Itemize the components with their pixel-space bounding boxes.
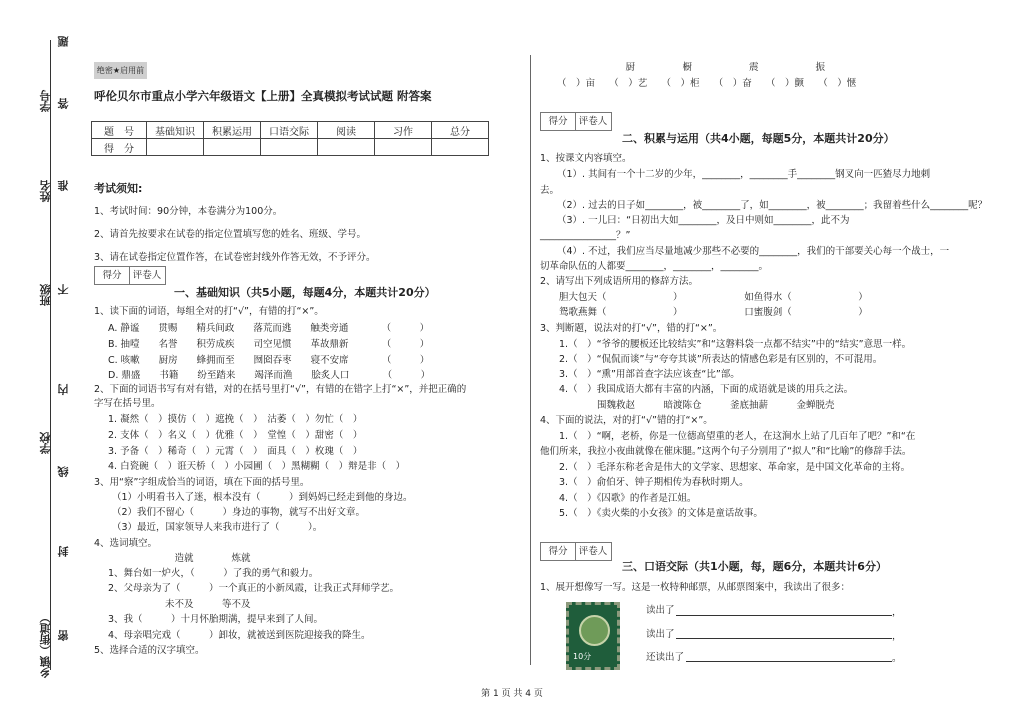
question-line: 造就 炼就 xyxy=(108,553,251,564)
question-line: 5、选择合适的汉字填空。 xyxy=(94,645,205,656)
gutter-label-name: 姓名 xyxy=(39,180,52,202)
notice-item: 2、请首先按要求在试卷的指定位置填写您的姓名、班级、学号。 xyxy=(94,229,367,240)
question-line: 4.（ ）《囚歌》的作者是江姐。 xyxy=(540,493,697,504)
score-cell[interactable] xyxy=(261,139,318,156)
section-title: 二、积累与运用（共4小题，每题5分，本题共计20分） xyxy=(622,132,895,145)
question-line: （3）最近，国家领导人来我市进行了（ ）。 xyxy=(112,522,323,533)
score-cell[interactable] xyxy=(432,139,489,156)
gutter-label: 准 xyxy=(57,180,70,191)
gutter-label-township: 乡镇（街道） xyxy=(39,612,52,678)
answer-punct: 。 xyxy=(892,653,902,664)
question-line: 1、舞台如一炉火，（ ）了我的勇气和毅力。 xyxy=(108,568,319,579)
gutter-label: 题 xyxy=(57,36,70,47)
gutter-label-school: 学校 xyxy=(39,432,52,454)
question-line: 3、用“察”字组成恰当的词语，填在下面的括号里。 xyxy=(94,477,310,488)
answer-label: 读出了 xyxy=(646,605,675,616)
question-line: 去。 xyxy=(540,185,560,196)
question-line: 1.（ ）“爷爷的腰板还比较结实”和“这磐料袋一点都不结实”中的“结实”意思一样。 xyxy=(540,339,912,350)
question-line: 1、读下面的词语，每组全对的打“√”，有错的打“×”。 xyxy=(94,306,324,317)
question-line: 他们所来，我拉小夜曲就像在催床腿。”这两个句子分别用了“拟人”和“比喻”的修辞手法。 xyxy=(540,446,912,457)
question-line: （1）小明看书入了迷，根本没有（ ）到妈妈已经走到他的身边。 xyxy=(112,492,413,503)
question-line: C. 咳嗽 厨房 蜂拥而至 囫囵吞枣 寝不安席 （ ） xyxy=(108,355,430,366)
gutter-label: 答 xyxy=(57,98,70,109)
question-line: 3、判断题，说法对的打“√”，错的打“×”。 xyxy=(540,323,723,334)
question-line: 2、父母亲为了（ ）一个真正的小新凤霞，让我正式拜师学艺。 xyxy=(108,583,400,594)
answer-punct: ， xyxy=(892,607,902,618)
grader-box xyxy=(94,266,166,285)
question-line: 字写在括号里。 xyxy=(94,398,161,409)
question-line: 胆大包天（ ） 如鱼得水（ ） xyxy=(540,292,868,303)
question-line: 3、我（ ）十月怀胎期满，提早来到了人间。 xyxy=(108,614,324,625)
answer-line[interactable] xyxy=(686,661,892,662)
gutter-label-student-id: 学号 xyxy=(39,90,52,112)
grader-box xyxy=(540,112,612,131)
question-line: ________________？” xyxy=(540,230,631,241)
gutter-label: 内 xyxy=(57,384,70,395)
question-line: （2）我们不留心（ ）身边的事物，就写不出好文章。 xyxy=(112,507,366,518)
table-row xyxy=(92,122,489,139)
answer-label: 读出了 xyxy=(646,629,675,640)
question-line: 2. 支体（ ）名义（ ）优雅（ ） 堂惶（ ）甜密（ ） xyxy=(108,430,363,441)
answer-line[interactable] xyxy=(676,615,892,616)
question-line: 2.（ ）毛泽东称老舍是伟大的文学家、思想家、革命家，是中国文化革命的主将。 xyxy=(540,462,911,473)
question-line: 围魏救赵 暗渡陈仓 釜底抽薪 金蝉脱壳 xyxy=(540,400,835,411)
notice-item: 3、请在试卷指定位置作答，在试卷密封线外作答无效，不予评分。 xyxy=(94,252,376,263)
gutter-label: 封 xyxy=(57,546,70,557)
question-line: 4、母亲唱完戏（ ）卸妆，就被送到医院迎接我的降生。 xyxy=(108,630,371,641)
question-line: （1）. 其间有一个十二岁的少年，________，________手________钢叉向一匹猹尽力地刺 xyxy=(557,169,931,180)
char-options-row: 厨 橱 震 振 xyxy=(540,62,826,73)
question-line: （3）. 一儿曰：“日初出大如________，及日中则如________，此不为 xyxy=(557,215,850,226)
section-title: 一、基础知识（共5小题，每题4分，本题共计20分） xyxy=(174,286,436,299)
question-line: 3.（ ）“熏”用部首查字法应该查“比”部。 xyxy=(540,369,740,380)
notice-item: 1、考试时间：90分钟，本卷满分为100分。 xyxy=(94,206,283,217)
table-cell: 积累运用 xyxy=(204,122,261,139)
table-row xyxy=(92,139,489,156)
gutter-label: 密 xyxy=(57,630,70,641)
answer-line[interactable] xyxy=(676,638,892,639)
gutter-label: 不 xyxy=(57,284,70,295)
gutter-line xyxy=(50,40,51,670)
question-line: 3. 予备（ ）稀奇（ ）元霄（ ） 面具（ ）枚瑰（ ） xyxy=(108,446,363,457)
globe-icon xyxy=(579,615,610,646)
question-line: 2、下面的词语书写有对有错，对的在括号里打“√”，有错的在错字上打“×”，并把正确的 xyxy=(94,384,467,395)
question-line: D. 鼎盛 书籍 纷至踏来 竭泽而渔 脍炙人口 （ ） xyxy=(108,370,431,381)
question-line: 5.（ ）《卖火柴的小女孩》的文体是童话故事。 xyxy=(540,508,763,519)
score-cell[interactable] xyxy=(318,139,375,156)
grader-score-label: 得分 xyxy=(548,546,568,557)
answer-label: 还读出了 xyxy=(646,652,685,663)
score-cell[interactable] xyxy=(375,139,432,156)
question-line: （4）. 不过，我们应当尽量地减少那些不必要的________，我们的干部要关心每一个战士，一 xyxy=(557,246,950,257)
stamp-value: 10分 xyxy=(573,652,592,661)
table-cell: 得 分 xyxy=(92,139,147,156)
question-line: 4、选词填空。 xyxy=(94,538,158,549)
question-line: 1. 凝然（ ）摸仿（ ）遮挽（ ） 沽萎（ ）勿忙（ ） xyxy=(108,414,363,425)
gutter-label: 线 xyxy=(57,466,70,477)
question-line: B. 抽噎 名誉 积劳成疾 司空见惯 革故鼎新 （ ） xyxy=(108,339,430,350)
section-title: 三、口语交际（共1小题，每，题6分，本题共计6分） xyxy=(622,560,887,573)
notice-title: 考试须知: xyxy=(94,182,143,195)
question-line: 1.（ ）“啊，老桥，你是一位德高望重的老人，在这涧水上站了几百年了吧？”和“在 xyxy=(540,431,916,442)
question-line: 2、请写出下列成语所用的修辞方法。 xyxy=(540,276,699,287)
question-line: （2）. 过去的日子如________，被________了，如________，被________；我留着些什么________呢？ xyxy=(557,200,988,211)
score-cell[interactable] xyxy=(204,139,261,156)
table-cell: 总分 xyxy=(432,122,489,139)
grader-box xyxy=(540,542,612,561)
secret-label: 绝密★启用前 xyxy=(94,62,147,79)
grader-score-label: 得分 xyxy=(548,116,568,127)
question-line: 4、下面的说法，对的打“√”错的打“×”。 xyxy=(540,415,713,426)
question-line: A. 静谧 贯赐 精兵间政 落荒而逃 触类旁通 （ ） xyxy=(108,323,430,334)
postage-stamp-image xyxy=(566,602,620,670)
question-line: 4. 白瓷碗（ ）诳天桥（ ）小园圃（ ）黑糊糊（ ）辩是非（ ） xyxy=(108,461,406,472)
question-line: 未不及 等不及 xyxy=(108,599,251,610)
question-line: 1、展开想像写一写。这是一枚特种邮票，从邮票图案中，我读出了很多： xyxy=(540,582,851,593)
grader-score-label: 得分 xyxy=(102,270,122,281)
question-line: 2.（ ）“侃侃而谈”与“夸夸其谈”所表达的情感色彩是有区别的，不可混用。 xyxy=(540,354,883,365)
column-divider xyxy=(530,55,531,665)
grader-reviewer-label: 评卷人 xyxy=(575,543,610,560)
answer-punct: ， xyxy=(892,631,902,642)
question-line: 3.（ ）俞伯牙、钟子期相传为春秋时期人。 xyxy=(540,477,749,488)
table-cell: 题 号 xyxy=(92,122,147,139)
table-cell: 习作 xyxy=(375,122,432,139)
page-footer: 第 1 页 共 4 页 xyxy=(481,689,543,699)
question-line: 4.（ ）我国成语大都有丰富的内涵，下面的成语就是谈的用兵之法。 xyxy=(540,384,854,395)
page-title: 呼伦贝尔市重点小学六年级语文【上册】全真模拟考试试题 附答案 xyxy=(94,89,432,103)
grader-reviewer-label: 评卷人 xyxy=(575,113,610,130)
table-cell: 口语交际 xyxy=(261,122,318,139)
score-cell[interactable] xyxy=(147,139,204,156)
grader-reviewer-label: 评卷人 xyxy=(129,267,164,284)
gutter-label-class: 班级 xyxy=(39,284,52,306)
table-cell: 基础知识 xyxy=(147,122,204,139)
question-line: 鸳歌燕舞（ ） 口蜜腹剑（ ） xyxy=(540,307,868,318)
table-cell: 阅读 xyxy=(318,122,375,139)
question-line: 1、按课文内容填空。 xyxy=(540,153,632,164)
char-paren-row: （ ）亩 （ ）艺 （ ）柜 （ ）奋 （ ）颤 （ ）惬 xyxy=(557,78,857,89)
score-table xyxy=(91,121,489,156)
question-line: 切革命队伍的人都要________，________，________。 xyxy=(540,261,769,272)
